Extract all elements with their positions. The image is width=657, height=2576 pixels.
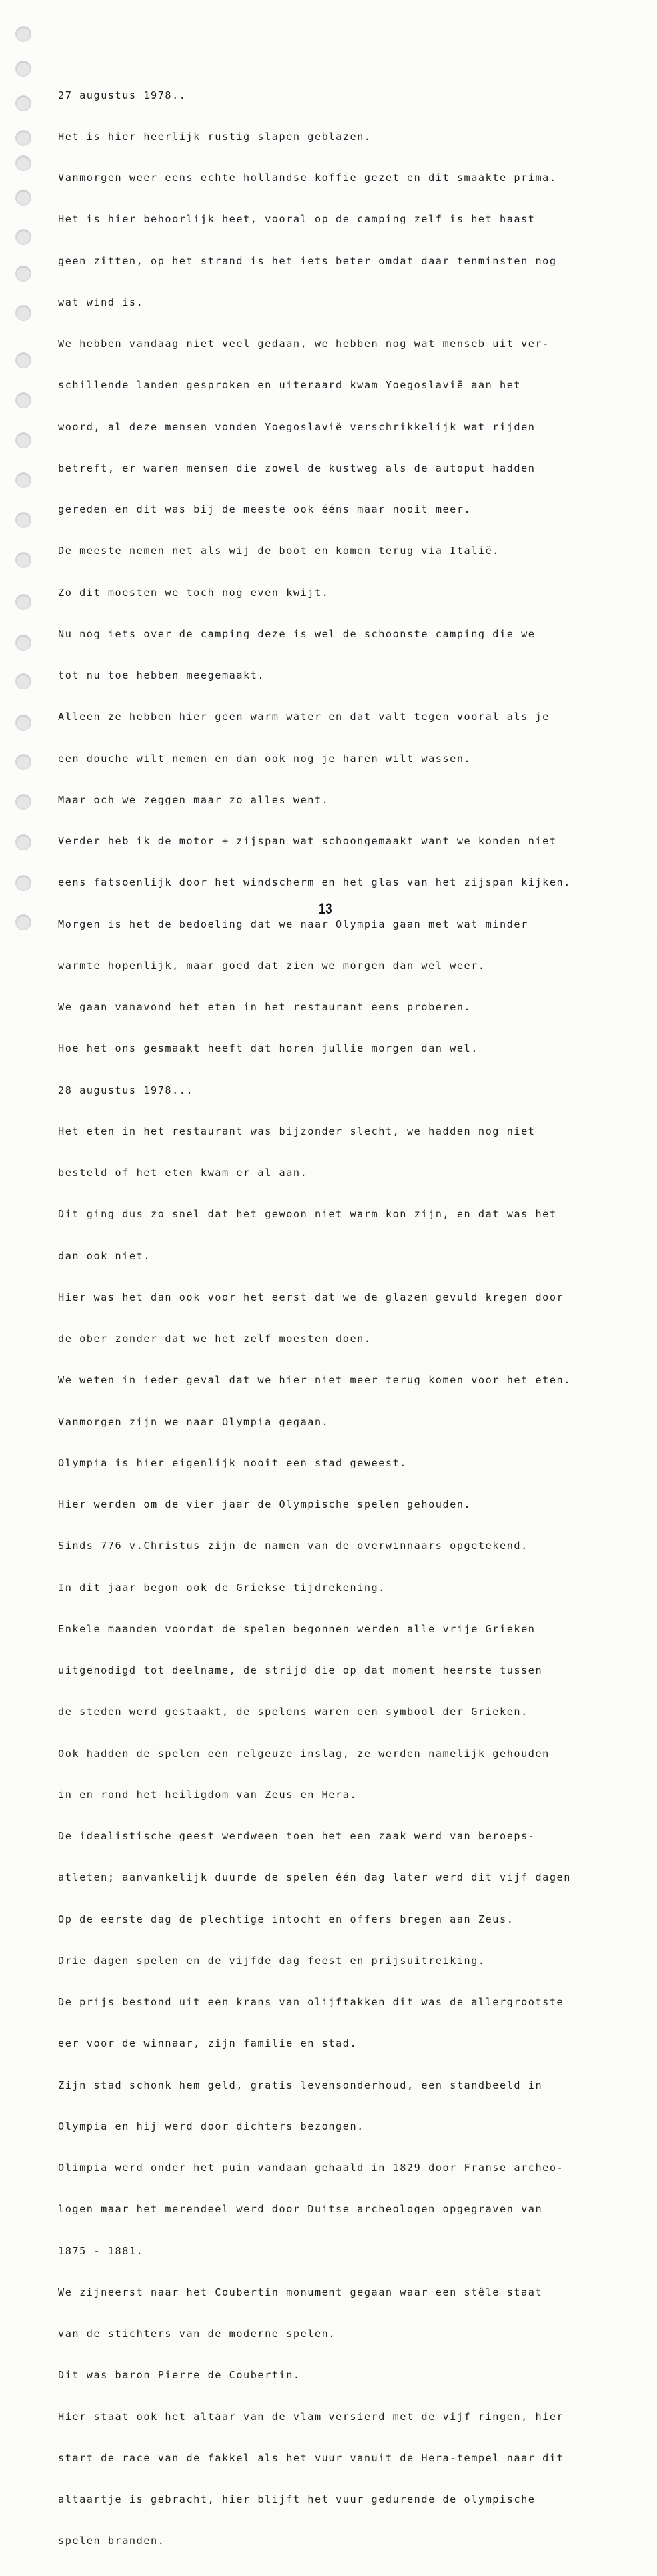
text-line: Drie dagen spelen en de vijfde dag feest en prijsuitreiking. (58, 1954, 486, 1967)
binder-hole-icon (16, 190, 31, 205)
text-line: besteld of het eten kwam er al aan. (58, 1167, 308, 1179)
binder-hole-icon (16, 715, 31, 730)
page-number: 13 (318, 900, 332, 917)
text-line: Hoe het ons gesmaakt heeft dat horen jullie morgen dan wel. (58, 1042, 478, 1055)
typed-text-body (58, 61, 654, 2576)
text-line: De prijs bestond uit een krans van olijftakken dit was de allergrootste (58, 1996, 564, 2008)
text-line: woord, al deze mensen vonden Yoegoslavië verschrikkelijk wat rijden (58, 420, 536, 433)
binder-hole-icon (16, 795, 31, 809)
text-line: geen zitten, op het strand is het iets beter omdat daar tenminsten nog (58, 254, 557, 267)
text-line: warmte hopenlijk, maar goed dat zien we morgen dan wel weer. (58, 959, 486, 972)
text-line: 27 augustus 1978.. (58, 89, 187, 101)
text-line: dan ook niet. (58, 1249, 151, 1262)
binder-hole-icon (16, 61, 31, 76)
text-line: We weten in ieder geval dat we hier niet meer terug komen voor het eten. (58, 1374, 571, 1387)
text-line: een douche wilt nemen en dan ook nog je haren wilt wassen. (58, 752, 472, 765)
text-line: in en rond het heiligdom van Zeus en Hera. (58, 1788, 358, 1801)
text-line: schillende landen gesproken en uiteraard kwam Yoegoslavië aan het (58, 379, 522, 392)
binder-hole-icon (16, 393, 31, 408)
binder-hole-icon (16, 131, 31, 145)
binder-hole-icon (16, 473, 31, 487)
text-line: gereden en dit was bij de meeste ook ééns maar nooit meer. (58, 503, 472, 515)
text-line: wat wind is. (58, 296, 144, 308)
text-line: spelen branden. (58, 2535, 165, 2547)
binder-hole-icon (16, 595, 31, 609)
binder-hole-icon (16, 513, 31, 527)
text-line: Olympia is hier eigenlijk nooit een stad geweest. (58, 1456, 407, 1469)
text-line: Vanmorgen zijn we naar Olympia gegaan. (58, 1415, 329, 1428)
text-line: Het is hier heerlijk rustig slapen geblazen. (58, 130, 372, 143)
text-line: Verder heb ik de motor + zijspan wat schoongemaakt want we konden niet (58, 835, 557, 847)
text-line: Zo dit moesten we toch nog even kwijt. (58, 586, 329, 599)
binder-hole-icon (16, 353, 31, 368)
binder-hole-icon (16, 674, 31, 689)
text-line: 28 augustus 1978... (58, 1084, 194, 1096)
binder-hole-icon (16, 156, 31, 170)
binder-hole-icon (16, 266, 31, 281)
text-line: Vanmorgen weer eens echte hollandse koffie gezet en dit smaakte prima. (58, 172, 557, 184)
binder-hole-icon (16, 27, 31, 41)
text-line: de ober zonder dat we het zelf moesten doen. (58, 1333, 372, 1345)
text-line: start de race van de fakkel als het vuur vanuit de Hera-tempel naar dit (58, 2451, 564, 2464)
text-line: uitgenodigd tot deelname, de strijd die op dat moment heerste tussen (58, 1664, 543, 1676)
text-line: tot nu toe hebben meegemaakt. (58, 669, 265, 681)
binder-hole-icon (16, 635, 31, 650)
binder-hole-icon (16, 96, 31, 111)
text-line: altaartje is gebracht, hier blijft het vuur gedurende de olympische (58, 2493, 536, 2505)
text-line: Op de eerste dag de plechtige intocht en offers bregen aan Zeus. (58, 1913, 514, 1925)
binder-hole-icon (16, 230, 31, 244)
binder-hole-icon (16, 835, 31, 850)
text-line: In dit jaar begon ook de Griekse tijdrekening. (58, 1581, 386, 1594)
text-line: de steden werd gestaakt, de spelens waren een symbool der Grieken. (58, 1706, 528, 1718)
text-line: Zijn stad schonk hem geld, gratis levensonderhoud, een standbeeld in (58, 2079, 543, 2091)
text-line: 1875 - 1881. (58, 2244, 144, 2257)
text-line: Hier was het dan ook voor het eerst dat we de glazen gevuld kregen door (58, 1291, 564, 1303)
text-line: Maar och we zeggen maar zo alles went. (58, 793, 329, 806)
text-line: We hebben vandaag niet veel gedaan, we hebben nog wat menseb uit ver- (58, 338, 550, 350)
text-line: Hier werden om de vier jaar de Olympische spelen gehouden. (58, 1498, 472, 1510)
binder-hole-icon (16, 755, 31, 769)
text-line: eer voor de winnaar, zijn familie en stad. (58, 2037, 358, 2050)
binder-hole-icon (16, 433, 31, 448)
text-line: De idealistische geest werdween toen het een zaak werd van beroeps- (58, 1830, 536, 1842)
binder-holes (0, 0, 47, 934)
text-line: Ook hadden de spelen een relgeuze inslag, ze werden namelijk gehouden (58, 1747, 550, 1760)
text-line: atleten; aanvankelijk duurde de spelen één dag later werd dit vijf dagen (58, 1871, 571, 1884)
text-line: Morgen is het de bedoeling dat we naar Olympia gaan met wat minder (58, 918, 528, 930)
text-line: We zijneerst naar het Coubertin monument gegaan waar een stêle staat (58, 2286, 543, 2298)
text-line: Alleen ze hebben hier geen warm water en dat valt tegen vooral als je (58, 711, 550, 723)
binder-hole-icon (16, 553, 31, 567)
text-line: Het eten in het restaurant was bijzonder slecht, we hadden nog niet (58, 1125, 536, 1137)
text-line: Olympia en hij werd door dichters bezongen. (58, 2120, 364, 2132)
text-line: Sinds 776 v.Christus zijn de namen van de overwinnaars opgetekend. (58, 1540, 528, 1552)
text-line: Het is hier behoorlijk heet, vooral op de camping zelf is het haast (58, 213, 536, 226)
text-line: van de stichters van de moderne spelen. (58, 2328, 336, 2340)
text-line: betreft, er waren mensen die zowel de kustweg als de autoput hadden (58, 462, 536, 474)
text-line: We gaan vanavond het eten in het restaurant eens proberen. (58, 1001, 472, 1013)
text-line: eens fatsoenlijk door het windscherm en het glas van het zijspan kijken. (58, 876, 571, 889)
text-line: Hier staat ook het altaar van de vlam versierd met de vijf ringen, hier (58, 2410, 564, 2423)
binder-hole-icon (16, 915, 31, 930)
text-line: Dit was baron Pierre de Coubertin. (58, 2369, 301, 2382)
text-line: Nu nog iets over de camping deze is wel de schoonste camping die we (58, 627, 536, 640)
binder-hole-icon (16, 306, 31, 320)
text-line: logen maar het merendeel werd door Duitse archeologen opgegraven van (58, 2203, 543, 2216)
text-line: De meeste nemen net als wij de boot en komen terug via Italië. (58, 545, 500, 557)
text-line: Dit ging dus zo snel dat het gewoon niet warm kon zijn, en dat was het (58, 1208, 557, 1221)
binder-hole-icon (16, 876, 31, 890)
text-line: Enkele maanden voordat de spelen begonnen werden alle vrije Grieken (58, 1622, 536, 1635)
text-line: Olimpia werd onder het puin vandaan gehaald in 1829 door Franse archeo- (58, 2162, 564, 2174)
